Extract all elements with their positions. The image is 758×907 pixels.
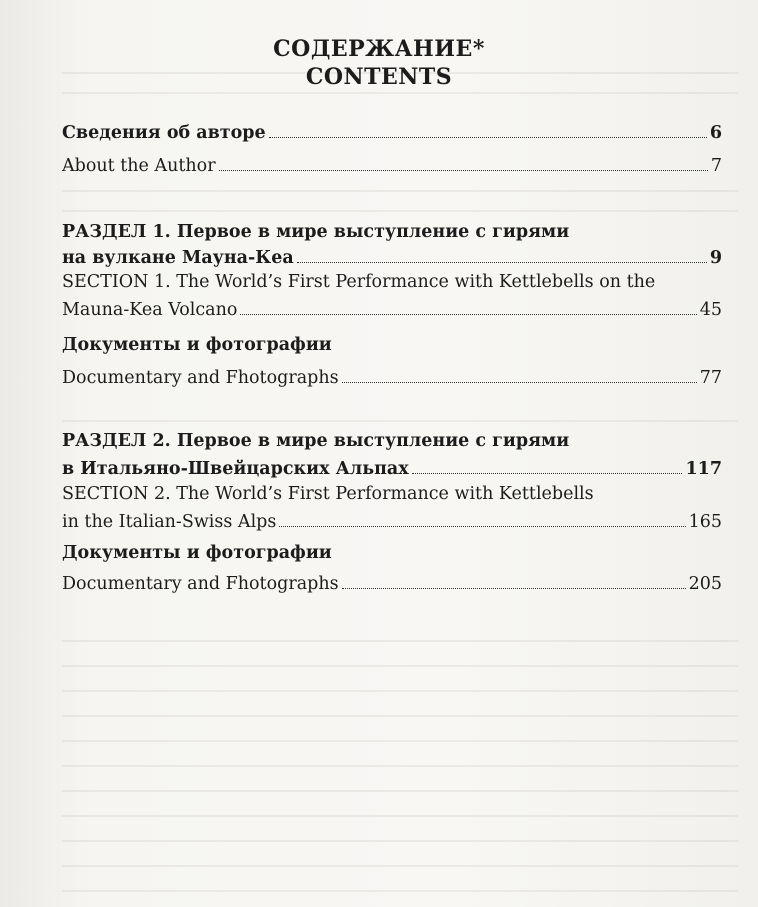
bleed-through-line (62, 210, 738, 212)
toc-entry[interactable] (62, 122, 722, 144)
bleed-through-line (62, 790, 738, 792)
leader-dots (342, 382, 697, 383)
toc-entry-title: РАЗДЕЛ 2. Первое в мире выступление с гирями (62, 431, 570, 451)
toc-entry-title: About the Author (62, 156, 216, 176)
bleed-through-line (62, 840, 738, 842)
toc-entry-title: Документы и фотографии (62, 335, 332, 355)
toc-page-number: 117 (685, 459, 722, 479)
bleed-through-line (62, 190, 738, 192)
leader-dots (297, 262, 707, 263)
toc-page-number: 77 (699, 368, 722, 388)
bleed-through-line (62, 665, 738, 667)
bleed-through-line (62, 865, 738, 867)
toc-page-number: 205 (688, 574, 722, 594)
toc-entry-title: Сведения об авторе (62, 123, 266, 143)
leader-dots (342, 588, 686, 589)
bleed-through-line (62, 890, 738, 892)
contents-title-en: CONTENTS (305, 64, 453, 90)
toc-entry-title: SECTION 2. The World’s First Performance with Kettlebells (62, 484, 594, 504)
leader-dots (219, 170, 708, 171)
toc-page-number: 6 (709, 123, 722, 143)
toc-entry[interactable] (62, 573, 722, 595)
bleed-through-line (62, 715, 738, 717)
toc-entry-title-continued: in the Italian-Swiss Alps (62, 512, 277, 532)
toc-entry[interactable] (62, 155, 722, 177)
toc-entry[interactable] (62, 430, 722, 480)
toc-page-number: 9 (709, 248, 722, 268)
bleed-through-line (62, 640, 738, 642)
contents-title-ru: СОДЕРЖАНИЕ* (273, 36, 485, 62)
leader-dots (240, 314, 696, 315)
leader-dots (279, 526, 685, 527)
bleed-through-line (62, 765, 738, 767)
toc-entry-title: Документы и фотографии (62, 543, 332, 563)
leader-dots (412, 473, 683, 474)
toc-page-number: 165 (688, 512, 722, 532)
toc-entry[interactable] (62, 221, 722, 269)
bleed-through-line (62, 740, 738, 742)
bleed-through-line (62, 690, 738, 692)
toc-entry[interactable] (62, 334, 722, 356)
toc-entry[interactable] (62, 483, 722, 533)
toc-entry[interactable] (62, 271, 722, 321)
toc-entry-title: Documentary and Fhotographs (62, 368, 339, 388)
toc-entry-title-continued: на вулкане Мауна-Кеа (62, 248, 294, 268)
toc-page-number: 45 (699, 300, 722, 320)
toc-entry[interactable] (62, 367, 722, 389)
toc-entry-title: РАЗДЕЛ 1. Первое в мире выступление с гирями (62, 222, 570, 242)
toc-entry-title: SECTION 1. The World’s First Performance with Kettlebells on the (62, 272, 656, 292)
toc-entry[interactable] (62, 542, 722, 564)
toc-page-number: 7 (710, 156, 722, 176)
leader-dots (269, 137, 707, 138)
toc-entry-title-continued: в Итальяно-Швейцарских Альпах (62, 459, 409, 479)
bleed-through-line (62, 815, 738, 817)
bleed-through-line (62, 92, 738, 94)
bleed-through-line (62, 420, 738, 422)
toc-entry-title: Documentary and Fhotographs (62, 574, 339, 594)
toc-entry-title-continued: Mauna-Kea Volcano (62, 300, 238, 320)
